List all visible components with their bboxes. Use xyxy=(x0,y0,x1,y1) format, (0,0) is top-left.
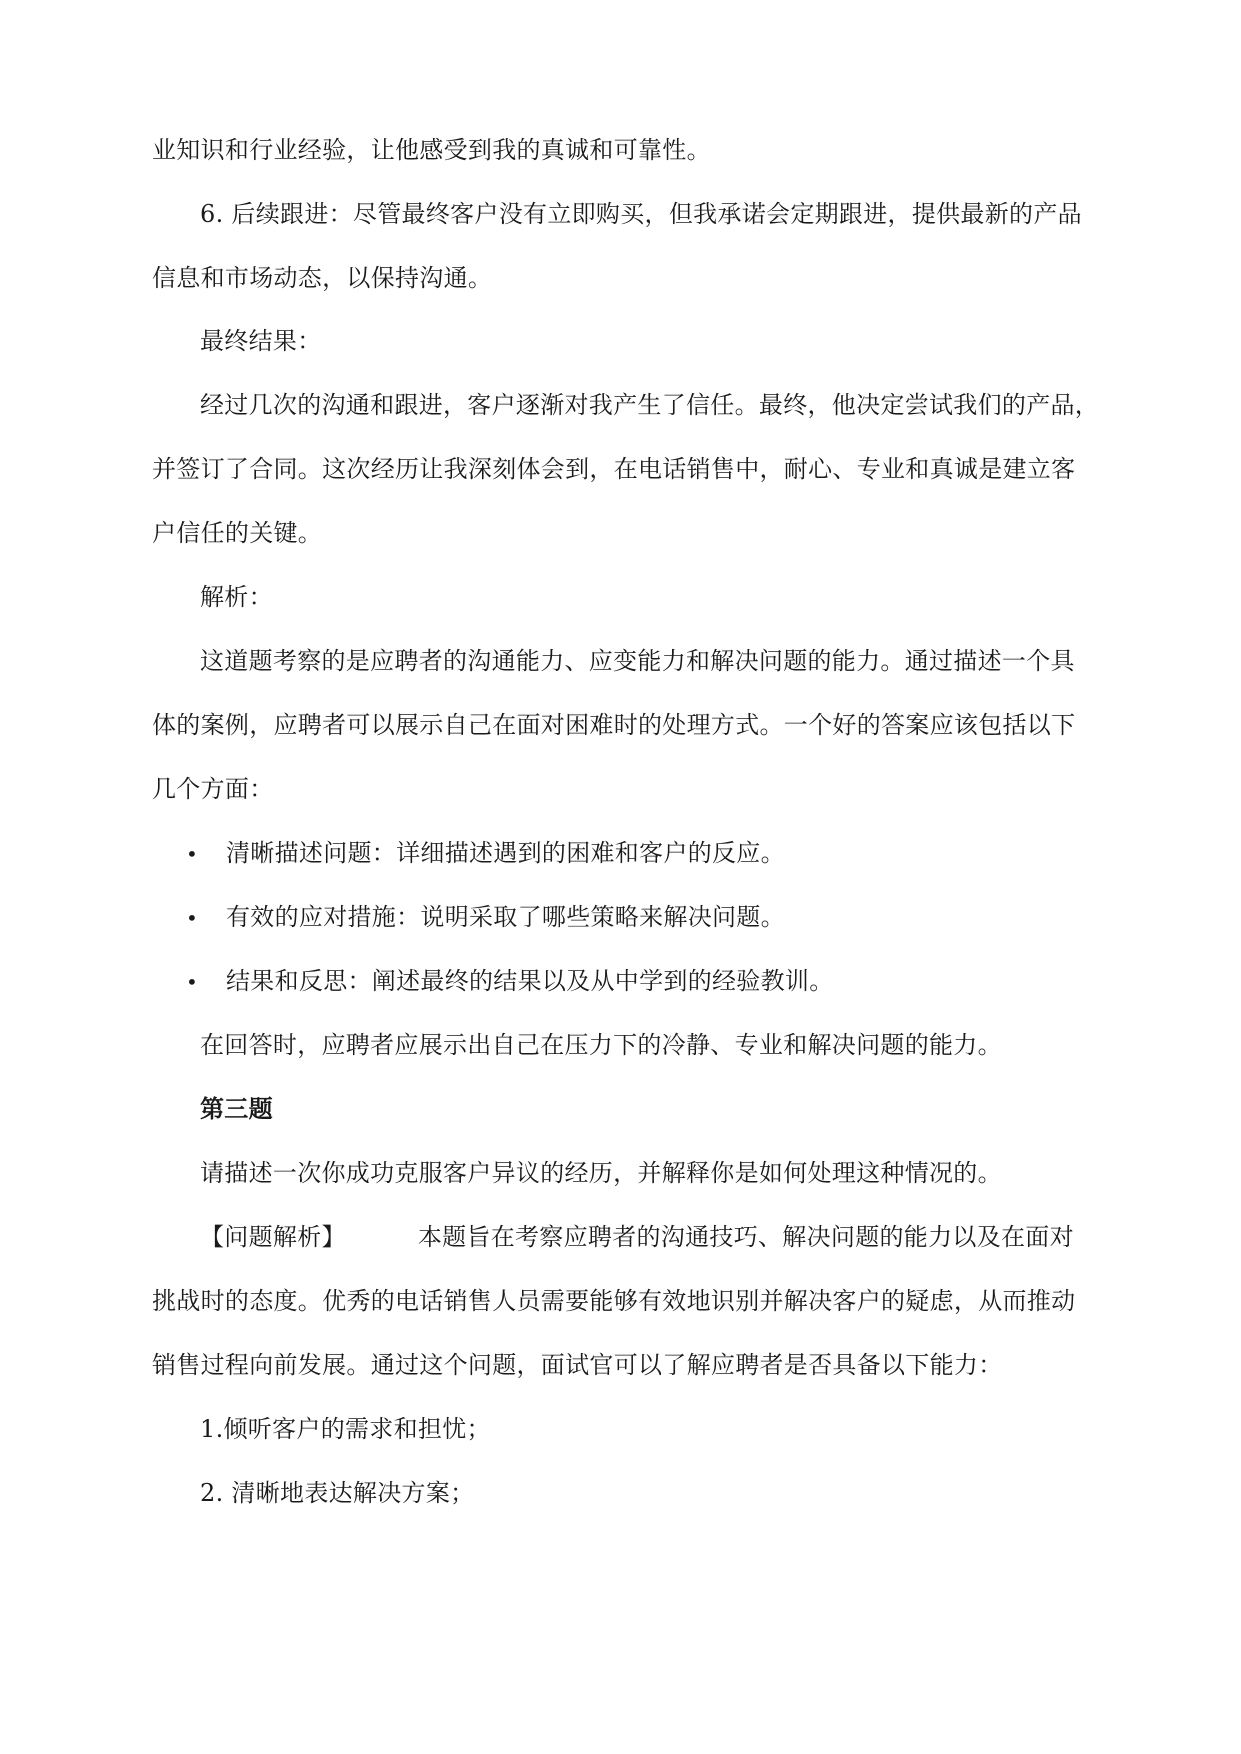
paragraph-line: 业知识和行业经验，让他感受到我的真诚和可靠性。 xyxy=(152,136,711,164)
bullet-text: 清晰描述问题：详细描述遇到的困难和客户的反应。 xyxy=(226,839,785,867)
paragraph-line: 信息和市场动态，以保持沟通。 xyxy=(152,264,493,292)
analysis-line: 销售过程向前发展。通过这个问题，面试官可以了解应聘者是否具备以下能力： xyxy=(152,1351,1003,1379)
analysis-line: 挑战时的态度。优秀的电话销售人员需要能够有效地识别并解决客户的疑虑，从而推动 xyxy=(152,1287,1076,1315)
bullet-icon: • xyxy=(186,842,199,866)
analysis-text: 本题旨在考察应聘者的沟通技巧、解决问题的能力以及在面对 xyxy=(417,1223,1074,1251)
paragraph-line: 解析： xyxy=(200,583,273,611)
paragraph-line: 体的案例，应聘者可以展示自己在面对困难时的处理方式。一个好的答案应该包括以下 xyxy=(152,711,1076,739)
analysis-label: 【问题解析】 xyxy=(200,1223,346,1251)
bullet-icon: • xyxy=(186,906,199,930)
list-item: 2. 清晰地表达解决方案； xyxy=(200,1479,475,1507)
section-title: 第三题 xyxy=(200,1094,273,1123)
question-text: 请描述一次你成功克服客户异议的经历，并解释你是如何处理这种情况的。 xyxy=(200,1159,1002,1187)
bullet-text: 结果和反思：阐述最终的结果以及从中学到的经验教训。 xyxy=(226,967,834,995)
paragraph-line: 6. 后续跟进：尽管最终客户没有立即购买，但我承诺会定期跟进，提供最新的产品 xyxy=(200,200,1082,228)
paragraph-line: 这道题考察的是应聘者的沟通能力、应变能力和解决问题的能力。通过描述一个具 xyxy=(200,647,1075,675)
paragraph-line: 最终结果： xyxy=(200,327,322,355)
bullet-item xyxy=(186,901,1126,934)
bullet-item xyxy=(186,965,1126,998)
list-item: 1.倾听客户的需求和担忧； xyxy=(200,1415,491,1443)
paragraph-line: 户信任的关键。 xyxy=(152,519,323,547)
bullet-item xyxy=(186,837,1126,870)
bullet-text: 有效的应对措施：说明采取了哪些策略来解决问题。 xyxy=(226,903,785,931)
paragraph-line: 并签订了合同。这次经历让我深刻体会到，在电话销售中，耐心、专业和真诚是建立客 xyxy=(152,455,1076,483)
paragraph-line: 经过几次的沟通和跟进，客户逐渐对我产生了信任。最终，他决定尝试我们的产品， xyxy=(200,391,1100,419)
analysis-first-line xyxy=(200,1221,1140,1253)
paragraph-line: 几个方面： xyxy=(152,775,274,803)
closing-paragraph: 在回答时，应聘者应展示出自己在压力下的冷静、专业和解决问题的能力。 xyxy=(200,1031,1002,1059)
bullet-icon: • xyxy=(186,970,199,994)
